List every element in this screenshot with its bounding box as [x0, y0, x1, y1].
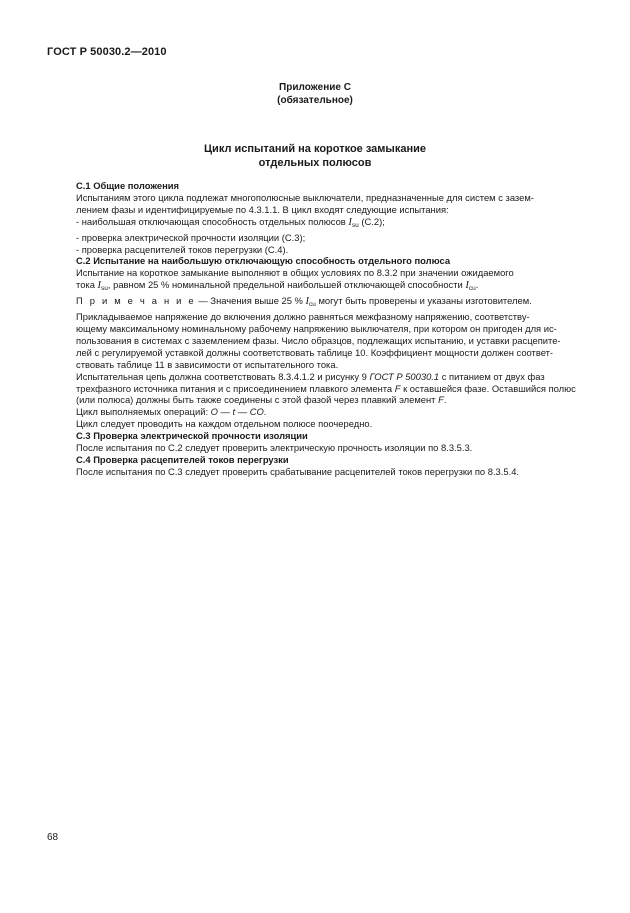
- c2-paragraph5: Цикл следует проводить на каждом отдельном полюсе поочередно.: [76, 418, 373, 430]
- section-title-line1: Цикл испытаний на короткое замыкание: [204, 143, 426, 155]
- c1-list-item-3: - проверка расцепителей токов перегрузки (С.4).: [76, 243, 289, 255]
- page-number: 68: [47, 832, 59, 843]
- c1-list-item-1: - наибольшая отключающая способность отдельных полюсов $I_{su}$ (С.2);: [76, 215, 385, 229]
- c2-paragraph1-line2: тока $I_{su}$, равном 25 % номинальной предельной наибольшей отключающей способности $I_{cu}$.: [76, 279, 479, 293]
- c1-heading: С.1 Общие положения: [76, 180, 179, 191]
- c3-heading: С.3 Проверка электрической прочности изоляции: [76, 430, 308, 442]
- c1-list-item-2: - проверка электрической прочности изоляции (С.3);: [76, 231, 306, 243]
- c2-paragraph3-line3: (или полюса) должны быть также соединены с этой фазой через плавкий элемент F.: [76, 394, 447, 406]
- note-label: П р и м е ч а н и е: [76, 295, 196, 307]
- section-title-line2: отдельных полюсов: [258, 157, 372, 169]
- section-title: [0, 142, 630, 170]
- c4-text: После испытания по С.3 следует проверить срабатывание расцепителей токов перегрузки по 8.3.5.4.: [76, 465, 520, 477]
- c2-paragraph3-line1: Испытательная цепь должна соответствовать 8.3.4.1.2 и рисунку 9 ГОСТ Р 50030.1 с питанием от двух фаз: [76, 370, 545, 382]
- c2-paragraph3-line2: трехфазного источника питания и с присоединением плавкого элемента F к оставшейся фазе. Оставшийся полюс: [76, 382, 576, 394]
- c2-heading: С.2 Испытание на наибольшую отключающую способность отдельного полюса: [76, 255, 451, 267]
- c1-paragraph-line2: лением фазы и идентифицируемые по 4.3.1.1. В цикл входят следующие испытания:: [76, 203, 449, 215]
- c2-operation-cycle: Цикл выполняемых операций: O — t — CO.: [76, 406, 267, 418]
- c1-paragraph-line1: Испытаниям этого цикла подлежат многополюсные выключатели, предназначенные для систем с зазем-: [76, 191, 534, 203]
- c2-paragraph2-line5: ствовать таблице 11 в зависимости от испытательного тока.: [76, 358, 339, 370]
- c2-paragraph1-line1: Испытание на короткое замыкание выполняют в общих условиях по 8.3.2 при значении ожидаемого: [76, 267, 514, 279]
- document-body: [76, 180, 582, 478]
- appendix-heading: [0, 81, 630, 107]
- standard-reference: ГОСТ Р 50030.1: [369, 370, 440, 382]
- c2-paragraph2-line4: лей с регулируемой уставкой должны соответствовать таблице 10. Коэффициент мощности должен соответ-: [76, 346, 554, 358]
- appendix-status: (обязательное): [277, 95, 353, 106]
- c2-paragraph2-line3: пользования в системах с заземлением фазы. Число образцов, подлежащих испытанию, и уставки расцепите-: [76, 334, 561, 346]
- c3-text: После испытания по С.2 следует проверить электрическую прочность изоляции по 8.3.5.3.: [76, 442, 473, 454]
- document-code: ГОСТ Р 50030.2—2010: [47, 46, 167, 58]
- c4-heading: С.4 Проверка расцепителей токов перегрузки: [76, 453, 289, 465]
- appendix-title: Приложение С: [279, 82, 351, 93]
- c2-note: П р и м е ч а н и е — Значения выше 25 % $I_{cu}$ могут быть проверены и указаны изготовителем.: [76, 295, 532, 309]
- c2-paragraph2-line1: Прикладываемое напряжение до включения должно равняться межфазному напряжению, соответству-: [76, 311, 530, 323]
- c2-paragraph2-line2: ющему максимальному номинальному рабочему напряжению выключателя, при котором он пригоден для ис-: [76, 322, 557, 334]
